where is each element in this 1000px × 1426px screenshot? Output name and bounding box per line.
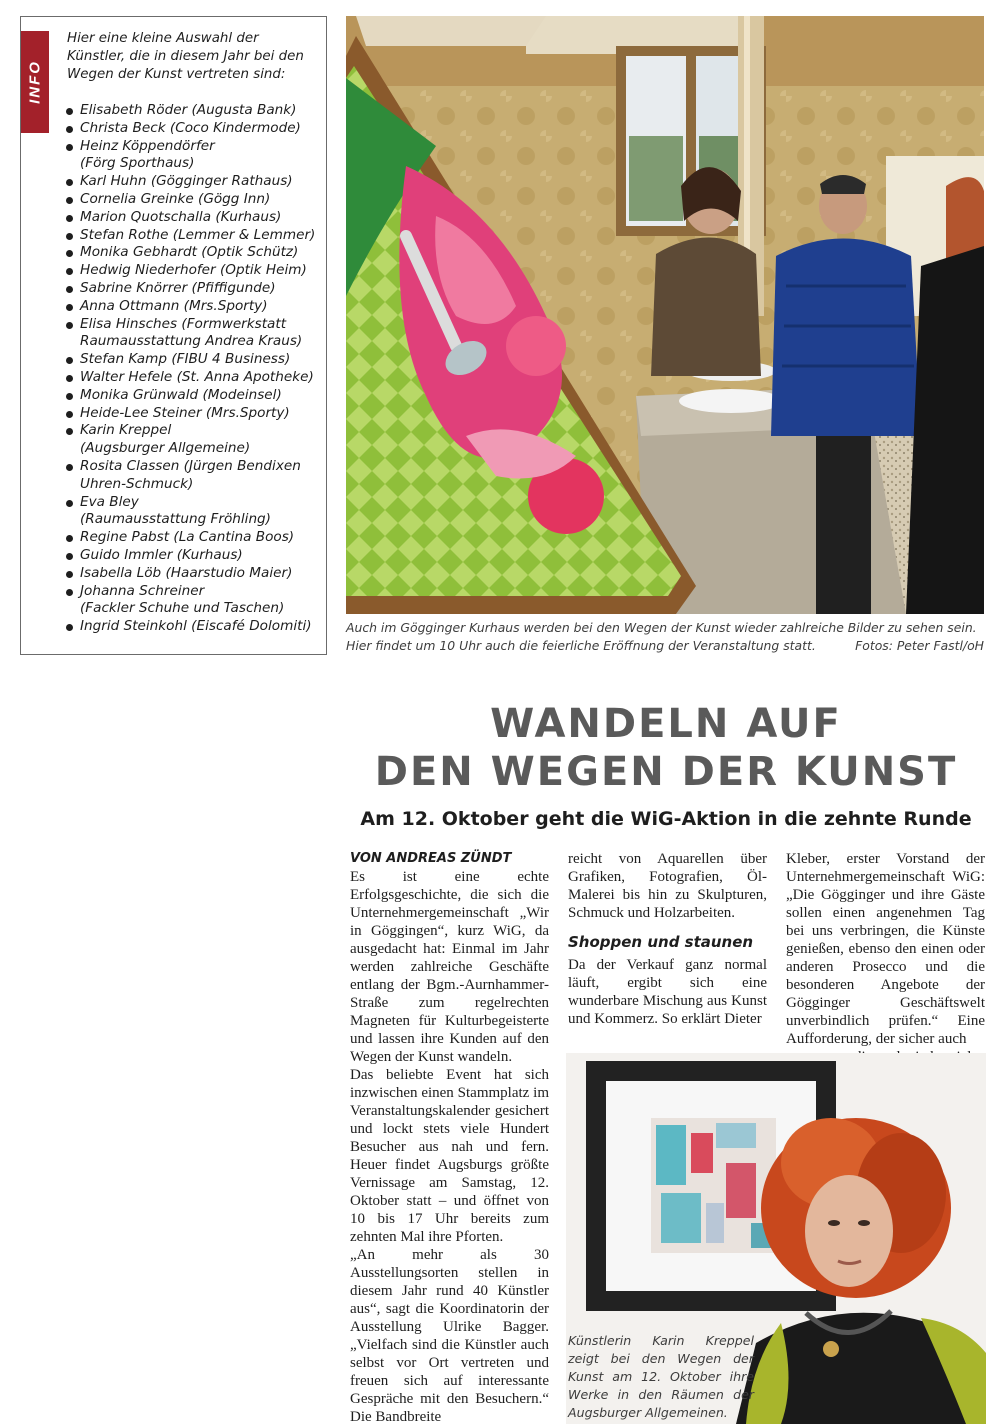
- kurhaus-photo-illustration: [346, 16, 984, 614]
- article-column-1: [350, 850, 549, 1426]
- artist-list-item: Ingrid Steinkohl (Eiscafé Dolomiti): [65, 618, 317, 636]
- headline-line2: DEN WEGEN DER KUNST: [374, 749, 958, 795]
- col2-paragraph-1: reicht von Aquarellen über Grafiken, Fotografien, Öl-Malerei bis hin zu Skulpturen, Schmuck und Holzarbeiten.: [568, 851, 767, 921]
- artist-list-item: Cornelia Greinke (Gögg Inn): [65, 191, 317, 209]
- photo-credit: Fotos: Peter Fastl/oH: [855, 638, 984, 653]
- artist-list-item: Johanna Schreiner (Fackler Schuhe und Taschen): [65, 583, 317, 619]
- artist-list-item: Stefan Rothe (Lemmer & Lemmer): [65, 227, 317, 245]
- artist-list-item: Hedwig Niederhofer (Optik Heim): [65, 262, 317, 280]
- col2-subheading: Shoppen und staunen: [568, 933, 754, 951]
- artist-list-item: Sabrine Knörrer (Pfiffigunde): [65, 280, 317, 298]
- artist-list-item: Monika Grünwald (Modeinsel): [65, 387, 317, 405]
- artist-list-item: Anna Ottmann (Mrs.Sporty): [65, 298, 317, 316]
- artist-list-item: Heide-Lee Steiner (Mrs.Sporty): [65, 405, 317, 423]
- artist-list-item: Eva Bley (Raumausstattung Fröhling): [65, 494, 317, 530]
- col1-paragraph-2: Das beliebte Event hat sich inzwischen einen Stammplatz im Veranstaltungskalender gesichert und lockt stets viele Hundert Besucher aus nah und fern. Heuer findet Augsburgs größte Vernissage am Samstag, 12. Oktober statt – und öffnet von 10 bis 17 Uhr bereits zum zehnten Mal ihre Pforten.: [350, 1067, 549, 1245]
- info-tab: [21, 31, 49, 133]
- info-box: [20, 16, 327, 655]
- article-subheadline: Am 12. Oktober geht die WiG-Aktion in die zehnte Runde: [360, 808, 972, 830]
- artist-photo-caption: Künstlerin Karin Kreppel zeigt bei den Wegen der Kunst am 12. Oktober ihre Werke in den Räumen der Augsburger Allgemeinen.: [568, 1333, 754, 1420]
- artist-list: [65, 102, 317, 636]
- artist-list-item: Elisabeth Röder (Augusta Bank): [65, 102, 317, 120]
- artist-list-item: Heinz Köppendörfer (Förg Sporthaus): [65, 138, 317, 174]
- kurhaus-exhibition-photo: [346, 16, 984, 614]
- col1-paragraph-3: „An mehr als 30 Ausstellungsorten stellen in diesem Jahr rund 40 Künstler aus“, sagt die Koordinatorin der Ausstellung Ulrike Bagger. „Vielfach sind die Künstler auch selbst vor Ort vertreten und freuen sich auf interessante Gespräche mit den Besuchern.“ Die Bandbreite: [350, 1247, 549, 1425]
- artist-list-item: Monika Gebhardt (Optik Schütz): [65, 244, 317, 262]
- headline-line1: WANDELN AUF: [490, 701, 842, 747]
- col3-paragraph-1: Kleber, erster Vorstand der Unternehmergemeinschaft WiG: „Die Gögginger und ihre Gäste sollen einen angenehmen Tag bei uns verbringen, die Künste genießen, ebenso den einen oder anderen Prosecco und die besonderen Angebote der Gögginger Geschäftswelt unverbindlich prüfen.“ Eine Aufforderung, der sicher auch: [786, 851, 985, 1047]
- article-column-2: [568, 850, 767, 1028]
- artist-list-item: Karl Huhn (Gögginger Rathaus): [65, 173, 317, 191]
- info-tab-label: INFO: [26, 60, 44, 104]
- byline: VON ANDREAS ZÜNDT: [350, 851, 512, 866]
- photo-top-caption-line1: Auch im Gögginger Kurhaus werden bei den Wegen der Kunst wieder zahlreiche Bilder zu sehen sein.: [346, 620, 977, 635]
- artist-list-item: Guido Immler (Kurhaus): [65, 547, 317, 565]
- artist-list-item: Rosita Classen (Jürgen Bendixen Uhren-Schmuck): [65, 458, 317, 494]
- artist-list-item: Stefan Kamp (FIBU 4 Business): [65, 351, 317, 369]
- info-intro: Hier eine kleine Auswahl der Künstler, die in diesem Jahr bei den Wegen der Kunst vertreten sind:: [67, 31, 304, 82]
- photo-top-caption: [346, 619, 984, 655]
- artist-list-item: Marion Quotschalla (Kurhaus): [65, 209, 317, 227]
- photo-top-caption-line2: Hier findet um 10 Uhr auch die feierliche Eröffnung der Veranstaltung statt.: [346, 638, 816, 653]
- col2-paragraph-2: Da der Verkauf ganz normal läuft, ergibt sich eine wunderbare Mischung aus Kunst und Kommerz. So erklärt Dieter: [568, 957, 767, 1027]
- artist-list-item: Christa Beck (Coco Kindermode): [65, 120, 317, 138]
- artist-list-item: Isabella Löb (Haarstudio Maier): [65, 565, 317, 583]
- artist-list-item: Karin Kreppel (Augsburger Allgemeine): [65, 422, 317, 458]
- artist-list-item: Elisa Hinsches (Formwerkstatt Raumausstattung Andrea Kraus): [65, 316, 317, 352]
- col1-paragraph-1: Es ist eine echte Erfolgsgeschichte, die sich die Unternehmergemeinschaft „Wir in Göggingen“, kurz WiG, da ausgedacht hat: Einmal im Jahr werden zahlreiche Geschäfte entlang der Bgm.-Aurnhammer-Straße zum regelrechten Magneten für Kulturbegeisterte und lassen ihre Kunden auf den Wegen der Kunst wandeln.: [350, 869, 549, 1065]
- artist-list-item: Regine Pabst (La Cantina Boos): [65, 529, 317, 547]
- article-headline: [346, 700, 986, 796]
- artist-list-item: Walter Hefele (St. Anna Apotheke): [65, 369, 317, 387]
